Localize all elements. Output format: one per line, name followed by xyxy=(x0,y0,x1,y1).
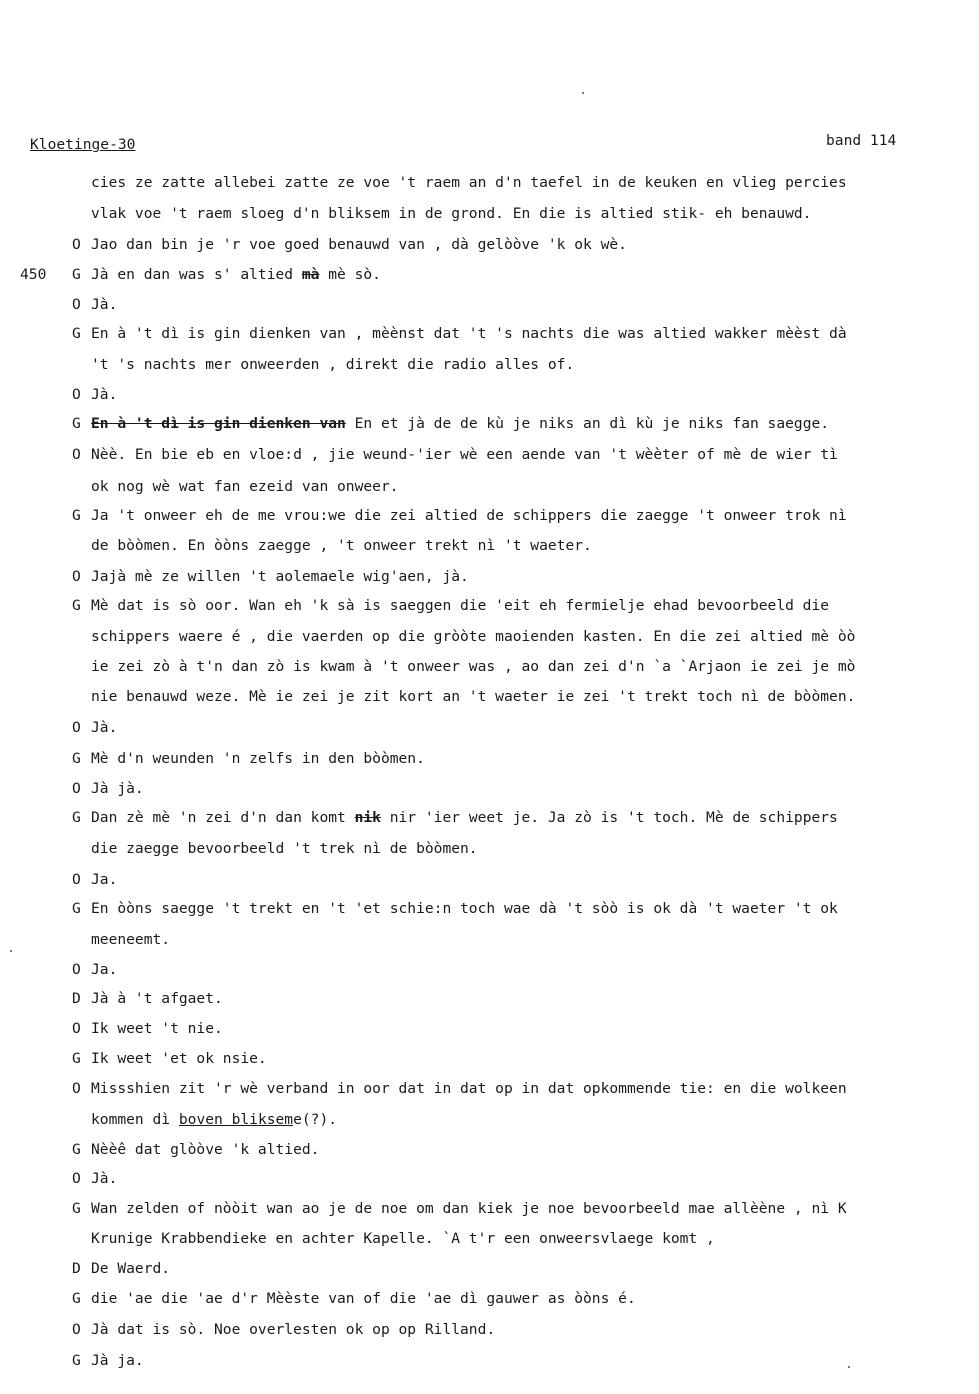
utterance-text: En à 't dì is gin dienken van En et jà de de kù je niks an dì kù je niks fan saegge. xyxy=(91,415,830,432)
speaker-label: G xyxy=(72,900,81,917)
utterance-text: Ja. xyxy=(91,961,118,978)
utterance-text: Jà jà. xyxy=(91,780,144,797)
line-number: 450 xyxy=(20,266,47,283)
speaker-label: O xyxy=(72,386,81,403)
underlined-text: boven bliksem xyxy=(178,1111,294,1128)
utterance-text: Jà en dan was s' altied mà mè sò. xyxy=(91,266,381,283)
speaker-label: G xyxy=(72,507,81,524)
utterance-text: meeneemt. xyxy=(91,931,171,948)
utterance-text: 't 's nachts mer onweerden , direkt die radio alles of. xyxy=(91,356,575,373)
speaker-label: O xyxy=(72,961,81,978)
utterance-text: ie zei zò à t'n dan zò is kwam à 't onweer was , ao dan zei d'n `a `Arjaon ie zei je mò xyxy=(91,658,856,675)
speaker-label: G xyxy=(72,1141,81,1158)
utterance-text: Ik weet 'et ok nsie. xyxy=(91,1050,267,1067)
struck-out-text: En à 't dì is gin dienken van xyxy=(91,415,346,432)
speaker-label: G xyxy=(72,809,81,826)
scan-speck xyxy=(10,950,12,952)
utterance-text: En òòns saegge 't trekt en 't 'et schie:n toch wae dà 't sòò is ok dà 't waeter 't ok xyxy=(91,900,838,917)
utterance-text: Ja. xyxy=(91,871,118,888)
utterance-text: De Waerd. xyxy=(91,1260,171,1277)
utterance-text: Ja 't onweer eh de me vrou:we die zei altied de schippers die zaegge 't onweer trok nì xyxy=(91,507,847,524)
utterance-text: schippers waere é , die vaerden op die gròòte maoienden kasten. En die zei altied mè òò xyxy=(91,628,856,645)
utterance-text: Jajà mè ze willen 't aolemaele wig'aen, jà. xyxy=(91,568,469,585)
utterance-text: Jà dat is sò. Noe overlesten ok op op Rilland. xyxy=(91,1321,496,1338)
speaker-label: D xyxy=(72,990,81,1007)
speaker-label: O xyxy=(72,1170,81,1187)
utterance-text: En à 't dì is gin dienken van , mèènst dat 't 's nachts die was altied wakker mèèst dà xyxy=(91,325,847,342)
speaker-label: O xyxy=(72,1020,81,1037)
utterance-text: Wan zelden of nòòit wan ao je de noe om dan kiek je noe bevoorbeeld mae allèène , nì K xyxy=(91,1200,847,1217)
utterance-text: die 'ae die 'ae d'r Mèèste van of die 'ae dì gauwer as òòns é. xyxy=(91,1290,636,1307)
utterance-text: die zaegge bevoorbeeld 't trek nì de bòòmen. xyxy=(91,840,478,857)
utterance-text: Jà ja. xyxy=(91,1352,144,1369)
utterance-text: Mè dat is sò oor. Wan eh 'k sà is saeggen die 'eit eh fermielje ehad bevoorbeeld die xyxy=(91,597,830,614)
speaker-label: O xyxy=(72,1321,81,1338)
utterance-text: Nèèê dat glòòve 'k altied. xyxy=(91,1141,320,1158)
speaker-label: O xyxy=(72,871,81,888)
tape-number: band 114 xyxy=(826,132,897,149)
utterance-text: Jao dan bin je 'r voe goed benauwd van , dà gelòòve 'k ok wè. xyxy=(91,236,627,253)
speaker-label: O xyxy=(72,568,81,585)
speaker-label: O xyxy=(72,236,81,253)
utterance-text: Jà. xyxy=(91,1170,118,1187)
scan-speck xyxy=(582,92,584,94)
speaker-label: G xyxy=(72,1290,81,1307)
speaker-label: D xyxy=(72,1260,81,1277)
utterance-text: Mè d'n weunden 'n zelfs in den bòòmen. xyxy=(91,750,425,767)
speaker-label: G xyxy=(72,1050,81,1067)
utterance-text: Jà. xyxy=(91,386,118,403)
utterance-text: Nèè. En bie eb en vloe:d , jie weund-'ier wè een aende van 't wèèter of mè de wier tì xyxy=(91,446,838,463)
utterance-text: Missshien zit 'r wè verband in oor dat in dat op in dat opkommende tie: en die wolkeen xyxy=(91,1080,847,1097)
utterance-text: vlak voe 't raem sloeg d'n bliksem in de grond. En die is altied stik- eh benauwd. xyxy=(91,205,812,222)
speaker-label: O xyxy=(72,780,81,797)
utterance-text: Jà. xyxy=(91,719,118,736)
speaker-label: O xyxy=(72,719,81,736)
utterance-text: Jà à 't afgaet. xyxy=(91,990,223,1007)
scan-speck xyxy=(848,1366,850,1368)
speaker-label: O xyxy=(72,296,81,313)
utterance-text: de bòòmen. En òòns zaegge , 't onweer trekt nì 't waeter. xyxy=(91,537,592,554)
utterance-text: Jà. xyxy=(91,296,118,313)
utterance-text: Krunige Krabbendieke en achter Kapelle. `A t'r een onweersvlaege komt , xyxy=(91,1230,715,1247)
struck-out-text: mà xyxy=(301,266,320,283)
speaker-label: G xyxy=(72,325,81,342)
speaker-label: O xyxy=(72,446,81,463)
speaker-label: G xyxy=(72,1352,81,1369)
speaker-label: G xyxy=(72,266,81,283)
utterance-text: cies ze zatte allebei zatte ze voe 't raem an d'n taefel in de keuken en vlieg percies xyxy=(91,174,847,191)
speaker-label: G xyxy=(72,415,81,432)
struck-out-text: nik xyxy=(354,809,381,826)
speaker-label: G xyxy=(72,750,81,767)
utterance-text: ok nog wè wat fan ezeid van onweer. xyxy=(91,478,399,495)
utterance-text: Dan zè mè 'n zei d'n dan komt nik nir 'ier weet je. Ja zò is 't toch. Mè de schippers xyxy=(91,809,838,826)
speaker-label: G xyxy=(72,1200,81,1217)
document-title: Kloetinge-30 xyxy=(30,136,136,153)
utterance-text: Ik weet 't nie. xyxy=(91,1020,223,1037)
speaker-label: O xyxy=(72,1080,81,1097)
utterance-text: kommen dì boven blikseme(?). xyxy=(91,1111,338,1128)
utterance-text: nie benauwd weze. Mè ie zei je zit kort an 't waeter ie zei 't trekt toch nì de bòòmen. xyxy=(91,688,856,705)
speaker-label: G xyxy=(72,597,81,614)
